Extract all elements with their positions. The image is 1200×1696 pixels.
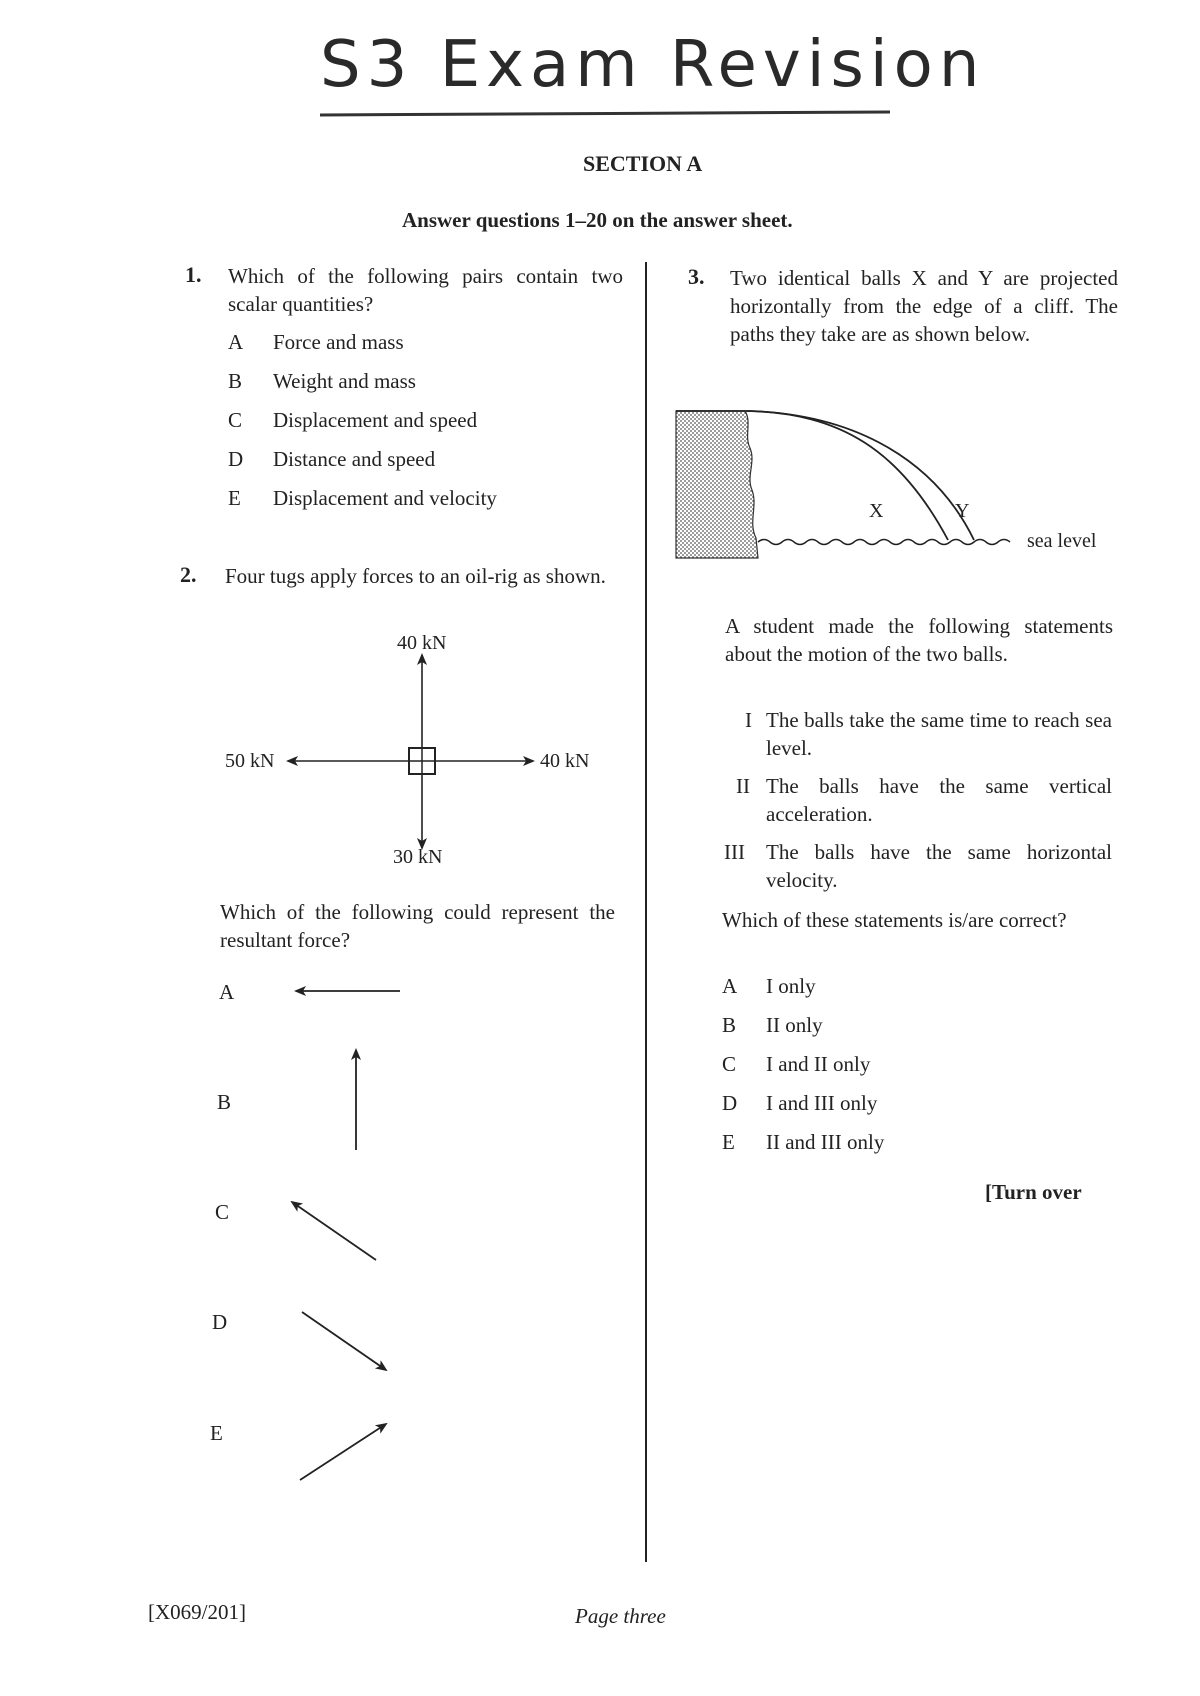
path-x	[748, 411, 948, 540]
q3-option-letter: E	[722, 1130, 735, 1154]
statement-text: The balls have the same vertical acceleration.	[766, 774, 1112, 826]
q3-option-letter: D	[722, 1091, 738, 1115]
option-e-arrow	[300, 1424, 386, 1480]
statement-number: II	[736, 774, 750, 798]
force-up-label: 40 kN	[397, 632, 447, 654]
q1-option-text: Distance and speed	[273, 447, 436, 471]
statement-number: III	[724, 840, 745, 864]
q1-option-letter: D	[228, 447, 244, 471]
page-title: S3 Exam Revision	[320, 28, 986, 102]
section-heading: SECTION A	[583, 151, 703, 176]
instructions: Answer questions 1–20 on the answer sheet.	[402, 208, 793, 232]
statement-text: The balls have the same horizontal velocity.	[766, 840, 1112, 892]
option-c-arrow	[292, 1202, 376, 1260]
sea-wave	[758, 540, 1010, 545]
question-2-prompt: Which of the following could represent the resultant force?	[220, 900, 615, 952]
q3-option-letter: C	[722, 1052, 737, 1076]
force-left-label: 50 kN	[225, 750, 275, 772]
question-1-text: Which of the following pairs contain two scalar quantities?	[228, 264, 623, 316]
page-number: Page three	[575, 1604, 666, 1628]
q1-option-text: Displacement and speed	[273, 408, 478, 432]
sea-level-label: sea level	[1027, 530, 1097, 552]
question-2-text: Four tugs apply forces to an oil-rig as shown.	[225, 564, 606, 588]
statement-number: I	[745, 708, 752, 732]
ball-y-label: Y	[955, 500, 970, 522]
q2-option-letter: C	[215, 1200, 230, 1224]
question-2-number: 2.	[180, 562, 197, 587]
q2-option-letter: A	[219, 980, 235, 1004]
q1-option-letter: C	[228, 408, 243, 432]
q3-option-text: II only	[766, 1013, 823, 1037]
q1-option-letter: B	[228, 369, 243, 393]
cliff	[676, 411, 758, 558]
force-down-label: 30 kN	[393, 846, 443, 868]
path-y	[748, 411, 974, 540]
question-3-prompt: Which of these statements is/are correct?	[722, 908, 1067, 932]
q3-option-text: I and II only	[766, 1052, 871, 1076]
q1-option-text: Force and mass	[273, 330, 404, 354]
force-right-label: 40 kN	[540, 750, 590, 772]
q1-option-letter: E	[228, 486, 241, 510]
q3-option-text: II and III only	[766, 1130, 885, 1154]
q3-option-letter: A	[722, 974, 738, 998]
ball-x-label: X	[869, 500, 884, 522]
statement-text: The balls take the same time to reach sea level.	[766, 708, 1112, 760]
question-3-text: Two identical balls X and Y are projected horizontally from the edge of a cliff. The paths they take are as shown below.	[730, 266, 1118, 346]
q1-option-letter: A	[228, 330, 244, 354]
q3-option-text: I only	[766, 974, 816, 998]
option-d-arrow	[302, 1312, 386, 1370]
q1-option-text: Weight and mass	[273, 369, 416, 393]
paper-code: [X069/201]	[148, 1600, 246, 1624]
question-3-number: 3.	[688, 264, 705, 289]
q2-option-letter: D	[212, 1310, 228, 1334]
q2-option-letter: E	[210, 1421, 223, 1445]
q2-option-letter: B	[217, 1090, 232, 1114]
question-1-number: 1.	[185, 262, 202, 287]
q3-option-text: I and III only	[766, 1091, 878, 1115]
q1-option-text: Displacement and velocity	[273, 486, 497, 510]
q3-option-letter: B	[722, 1013, 737, 1037]
question-3-intro: A student made the following statements about the motion of the two balls.	[725, 614, 1113, 666]
turn-over-note: [Turn over	[985, 1180, 1082, 1204]
